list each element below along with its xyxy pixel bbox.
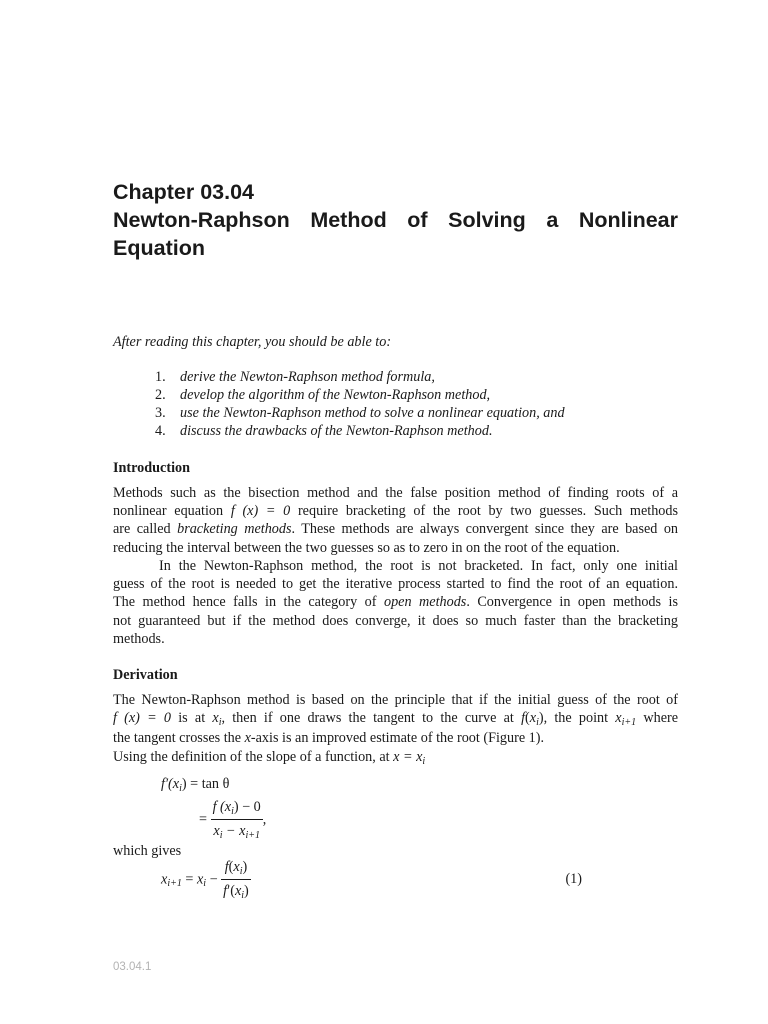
derivation-heading: Derivation [113,667,178,683]
page-number: 03.04.1 [113,961,152,973]
objective-number: 4. [155,423,166,439]
which-gives-text: which gives [113,843,182,859]
objective-item [155,386,678,404]
chapter-heading [113,178,678,262]
chapter-title-line-1: Newton-Raphson Method of Solving a Nonlinear [113,208,678,232]
introduction-heading: Introduction [113,460,190,476]
slope-fraction: = $\frac{f (x_i) - 0}{x_i - x_{i+1}}$ , [199,799,267,841]
introduction-paragraph-1: Methods such as the bisection method and the false position method of finding roots of a nonlinear equation f (x) = 0 require bracketing of the root by two guesses. Such methods are called bracketing methods. These methods are always convergent since they are based on reducing the interval between the two guesses so as to zero in on the root of the equation. [113,485,679,556]
objective-text: discuss the drawbacks of the Newton-Raphson method. [180,423,493,439]
document-page [113,0,678,1024]
fraction: $\frac{f(x_i)}{f'(x_i)}$ [223,859,249,901]
objective-number: 2. [155,387,166,403]
objective-number: 3. [155,405,166,421]
introduction-paragraph-2: In the Newton-Raphson method, the root is not bracketed. In fact, only one initial guess of the root is needed to get the iterative process started to find the root of an equation. The method hence falls in the category of open methods. Convergence in open methods is not guaranteed but if the method does converge, it does so much faster than the bracketing methods. [113,558,678,647]
derivation-paragraph: The Newton-Raphson method is based on the principle that if the initial guess of the root of f (x) = 0 is at $x_i$, then if one draws the tangent to the curve at $f(x_i)$, the point $x_{i+1}$ where the tangent crosses the x-axis is an improved estimate of the root (Figure 1). Using the definition of the slope of a function, at $x = x_i$ [113,692,679,767]
equation-number: (1) [565,871,582,887]
chapter-number: Chapter 03.04 [113,180,255,204]
equation-inline: f (x) = 0 [230,503,291,520]
objective-text: develop the algorithm of the Newton-Raphson method, [180,387,491,403]
slope-equation: $f'(x_i) = \tan \theta$ [161,776,230,794]
objective-item [155,368,678,386]
fraction: $\frac{f (x_i) - 0}{x_i - x_{i+1}}$ [212,799,261,841]
newton-raphson-formula: $x_{i+1} = x_i$ − $\frac{f(x_i)}{f'(x_i)}$ [161,859,249,901]
objective-item [155,422,678,440]
objective-number: 1. [155,369,166,385]
objective-item [155,404,678,422]
chapter-title-line-2: Equation [113,236,205,260]
objectives-list [155,368,678,440]
objective-text: use the Newton-Raphson method to solve a nonlinear equation, and [180,405,565,421]
objective-text: derive the Newton-Raphson method formula, [180,369,435,385]
objectives-intro: After reading this chapter, you should be able to: [113,334,392,350]
